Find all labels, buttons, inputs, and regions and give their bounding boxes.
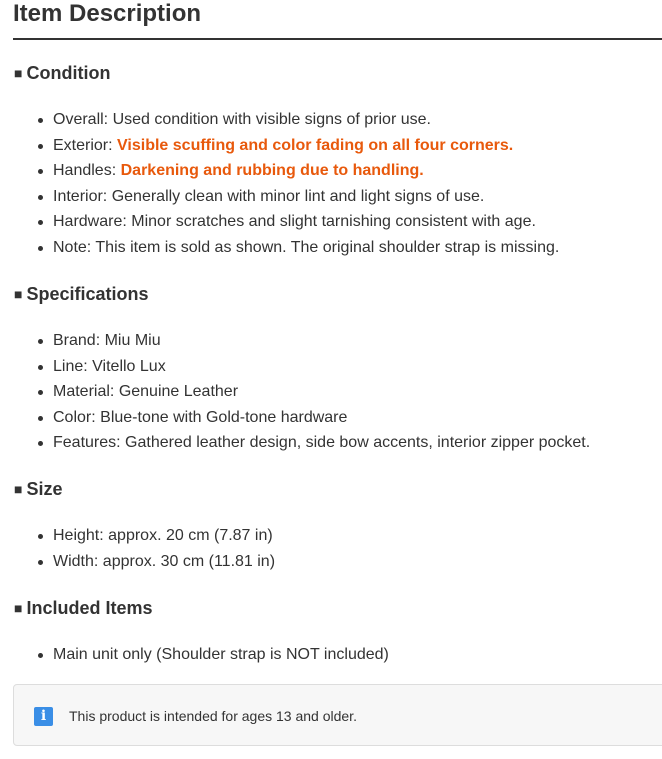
item-value: This item is sold as shown. The original shoulder strap is missing. [95, 238, 560, 256]
list-item [0, 184, 559, 210]
item-value: Main unit only (Shoulder strap is NOT included) [53, 646, 389, 663]
list-item [0, 209, 559, 235]
item-value: Genuine Leather [118, 383, 239, 401]
size-list [0, 523, 275, 574]
item-label: Exterior: [53, 136, 113, 154]
item-value: approx. 30 cm (11.81 in) [102, 552, 276, 570]
item-value: Used condition with visible signs of prior use. [112, 111, 431, 128]
item-label: Handles: [53, 162, 117, 180]
square-bullet-icon: ■ [14, 65, 23, 81]
title-divider [13, 38, 662, 40]
item-label: Color: [53, 408, 96, 426]
age-notice-box [13, 684, 662, 746]
item-label: Brand: [53, 332, 101, 349]
item-value-highlight: Darkening and rubbing due to handling. [120, 162, 424, 180]
item-value: Gathered leather design, side bow accents, interior zipper pocket. [125, 434, 591, 452]
list-item [0, 133, 559, 159]
condition-heading [14, 62, 110, 85]
item-value: Generally clean with minor lint and light signs of use. [111, 187, 485, 205]
list-item [0, 523, 275, 549]
list-item [0, 158, 559, 184]
list-item [0, 328, 590, 354]
item-label: Height: [53, 527, 104, 544]
item-label: Material: [53, 383, 115, 401]
square-bullet-icon: ■ [14, 600, 23, 616]
specifications-heading-label: Specifications [26, 284, 149, 304]
included-items-list [0, 642, 389, 668]
size-heading [14, 478, 63, 501]
page-title: Item Description [13, 0, 202, 27]
list-item [0, 430, 590, 456]
item-label: Width: [53, 552, 99, 570]
item-value: Miu Miu [104, 332, 161, 349]
item-label: Features: [53, 434, 121, 452]
item-label: Note: [53, 238, 92, 256]
item-label: Line: [53, 357, 88, 375]
item-value-highlight: Visible scuffing and color fading on all four corners. [117, 136, 514, 154]
item-value: Minor scratches and slight tarnishing consistent with age. [131, 213, 536, 231]
item-label: Hardware: [53, 213, 127, 231]
square-bullet-icon: ■ [14, 481, 23, 497]
included-items-heading-label: Included Items [26, 598, 153, 618]
list-item [0, 354, 590, 380]
list-item [0, 405, 590, 431]
age-notice-text: This product is intended for ages 13 and older. [69, 708, 357, 724]
list-item [0, 107, 559, 133]
specifications-list [0, 328, 590, 456]
item-value: Vitello Lux [92, 357, 166, 375]
list-item [0, 379, 590, 405]
item-label: Interior: [53, 187, 108, 205]
item-value: Blue-tone with Gold-tone hardware [100, 408, 348, 426]
condition-heading-label: Condition [26, 63, 111, 83]
list-item [0, 642, 389, 668]
specifications-heading [14, 283, 149, 306]
item-value: approx. 20 cm (7.87 in) [108, 527, 273, 544]
list-item [0, 549, 275, 575]
square-bullet-icon: ■ [14, 286, 23, 302]
size-heading-label: Size [26, 479, 63, 499]
item-label: Overall: [53, 111, 109, 128]
included-items-heading [14, 597, 153, 620]
info-icon: i [34, 707, 53, 726]
condition-list [0, 107, 559, 261]
list-item [0, 235, 559, 261]
